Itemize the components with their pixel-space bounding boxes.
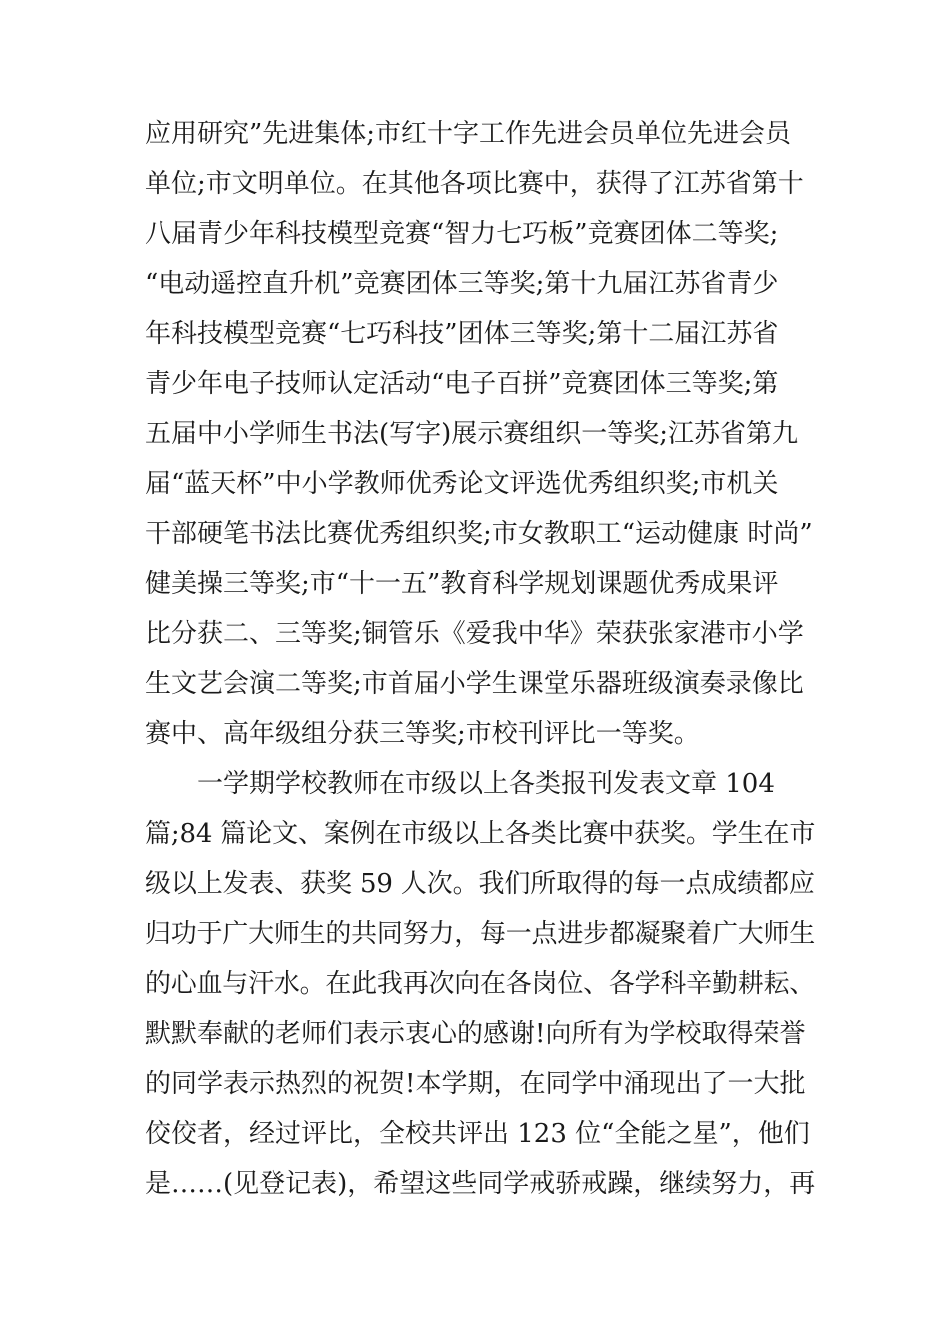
text-line: 届“蓝天杯”中小学教师优秀论文评选优秀组织奖;市机关 — [145, 469, 779, 499]
text-line: 八届青少年科技模型竞赛“智力七巧板”竞赛团体二等奖; — [145, 219, 779, 249]
text-line: 青少年电子技师认定活动“电子百拼”竞赛团体三等奖;第 — [145, 369, 779, 399]
paragraph-start-line: 一学期学校教师在市级以上各类报刊发表文章 104 — [145, 769, 775, 799]
text-line: 干部硬笔书法比赛优秀组织奖;市女教职工“运动健康 时尚” — [145, 519, 813, 549]
text-line: 健美操三等奖;市“十一五”教育科学规划课题优秀成果评 — [145, 569, 779, 599]
text-line: 级以上发表、获奖 59 人次。我们所取得的每一点成绩都应 — [145, 869, 815, 899]
text-line: 赛中、高年级组分获三等奖;市校刊评比一等奖。 — [145, 719, 700, 749]
text-line: 归功于广大师生的共同努力，每一点进步都凝聚着广大师生 — [145, 919, 816, 949]
text-line: 的同学表示热烈的祝贺!本学期，在同学中涌现出了一大批 — [145, 1069, 806, 1099]
text-line: 年科技模型竞赛“七巧科技”团体三等奖;第十二届江苏省 — [145, 319, 779, 349]
text-line: 默默奉献的老师们表示衷心的感谢!向所有为学校取得荣誉 — [145, 1019, 806, 1049]
text-line: 佼佼者，经过评比，全校共评出 123 位“全能之星”，他们 — [145, 1119, 810, 1149]
body-text — [145, 109, 815, 1209]
text-line: 的心血与汗水。在此我再次向在各岗位、各学科辛勤耕耘、 — [145, 969, 816, 999]
text-line: 篇;84 篇论文、案例在市级以上各类比赛中获奖。学生在市 — [145, 819, 816, 849]
text-line: 是……(见登记表)，希望这些同学戒骄戒躁，继续努力，再 — [145, 1169, 816, 1199]
text-line: 五届中小学师生书法(写字)展示赛组织一等奖;江苏省第九 — [145, 419, 799, 449]
text-line: 应用研究”先进集体;市红十字工作先进会员单位先进会员 — [145, 119, 792, 149]
text-line: 比分获二、三等奖;铜管乐《爱我中华》荣获张家港市小学 — [145, 619, 804, 649]
text-line: 生文艺会演二等奖;市首届小学生课堂乐器班级演奏录像比 — [145, 669, 804, 699]
text-line: “电动遥控直升机”竞赛团体三等奖;第十九届江苏省青少 — [145, 269, 779, 299]
text-line: 单位;市文明单位。在其他各项比赛中，获得了江苏省第十 — [145, 169, 804, 199]
